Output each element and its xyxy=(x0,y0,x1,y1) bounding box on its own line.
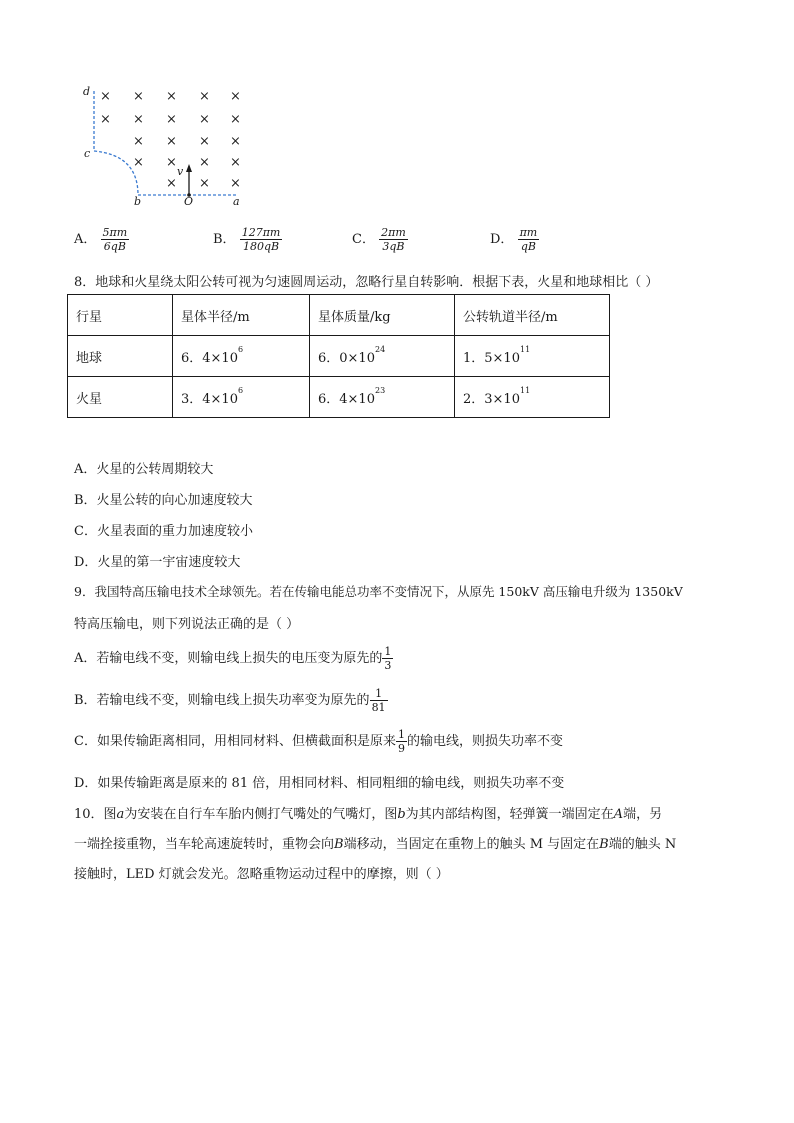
option-letter: A． xyxy=(74,232,97,247)
field-cross: × xyxy=(230,176,241,191)
text: 端，另 xyxy=(623,807,663,822)
field-cross: × xyxy=(133,112,144,127)
value: 6．4×10 xyxy=(318,391,375,407)
table-header-row xyxy=(68,295,610,336)
table-header-cell: 星体质量/kg xyxy=(310,295,455,336)
denominator: 3 xyxy=(384,659,392,672)
label-v: v xyxy=(177,165,184,178)
field-cross: × xyxy=(199,112,210,127)
text: a xyxy=(116,807,125,822)
label-c: c xyxy=(84,147,91,160)
text: 一端拴接重物，当车轮高速旋转时，重物会向 xyxy=(74,837,335,852)
q8-option-d[interactable]: D．火星的第一宇宙速度较大 xyxy=(74,555,241,570)
denominator: 6qB xyxy=(103,240,126,253)
option-letter: B． xyxy=(213,232,236,247)
q9-option-c[interactable] xyxy=(74,728,563,755)
exponent: 6 xyxy=(237,344,244,354)
fraction xyxy=(370,687,388,714)
field-cross: × xyxy=(199,89,210,104)
exponent: 6 xyxy=(237,385,244,395)
fraction xyxy=(382,645,393,672)
denominator: 3qB xyxy=(382,240,405,253)
field-cross: × xyxy=(230,89,241,104)
option-text: C．如果传输距离相同，用相同材料、但横截面积是原来 xyxy=(74,734,396,749)
text: 端的触头 N xyxy=(608,837,677,852)
option-text: A．若输电线不变，则输电线上损失的电压变为原先的 xyxy=(74,651,383,666)
table-cell xyxy=(173,336,310,377)
text: 10．图 xyxy=(74,807,117,822)
value: 6．0×10 xyxy=(318,350,375,366)
table-header-cell: 行星 xyxy=(68,295,173,336)
table-cell xyxy=(455,377,610,418)
exponent: 11 xyxy=(519,385,531,395)
table-row xyxy=(68,336,610,377)
field-cross: × xyxy=(166,155,177,170)
value: 1．5×10 xyxy=(463,350,520,366)
table-cell xyxy=(173,377,310,418)
field-cross: × xyxy=(133,155,144,170)
denominator: 9 xyxy=(397,742,405,755)
field-cross: × xyxy=(100,112,111,127)
table-cell xyxy=(455,336,610,377)
field-cross: × xyxy=(199,155,210,170)
q8-stem: 8．地球和火星绕太阳公转可视为匀速圆周运动，忽略行星自转影响．根据下表，火星和地球相比（ ） xyxy=(74,275,659,290)
field-cross: × xyxy=(199,134,210,149)
value: 6．4×10 xyxy=(181,350,238,366)
q7-option-b[interactable] xyxy=(213,226,282,253)
field-cross: × xyxy=(199,176,210,191)
table-cell: 地球 xyxy=(68,336,173,377)
q9-option-d[interactable]: D．如果传输距离是原来的 81 倍，用相同材料、相同粗细的输电线，则损失功率不变 xyxy=(74,776,565,791)
q8-option-b[interactable]: B．火星公转的向心加速度较大 xyxy=(74,493,253,508)
table-cell xyxy=(310,377,455,418)
label-d: d xyxy=(83,85,91,98)
numerator: 2πm xyxy=(381,226,406,239)
field-cross: × xyxy=(133,89,144,104)
numerator: 1 xyxy=(397,728,405,741)
q7-option-a[interactable] xyxy=(74,226,129,253)
field-cross: × xyxy=(133,134,144,149)
field-cross: × xyxy=(166,134,177,149)
option-letter: D． xyxy=(490,232,514,247)
q10-stem-line-3: 接触时，LED 灯就会发光。忽略重物运动过程中的摩擦，则（ ） xyxy=(74,867,449,882)
text: 端移动，当固定在重物上的触头 M 与固定在 xyxy=(343,837,600,852)
table-row xyxy=(68,377,610,418)
field-cross: × xyxy=(230,155,241,170)
numerator: 5πm xyxy=(102,226,128,239)
numerator: 1 xyxy=(384,645,392,658)
field-cross: × xyxy=(166,112,177,127)
value: 2．3×10 xyxy=(463,391,520,407)
text: B xyxy=(334,837,344,852)
option-text: B．若输电线不变，则输电线上损失功率变为原先的 xyxy=(74,693,370,708)
text: b xyxy=(397,807,406,822)
q9-stem-line-2: 特高压输电，则下列说法正确的是（ ） xyxy=(74,617,300,632)
fraction xyxy=(518,226,540,253)
table-header-cell: 星体半径/m xyxy=(173,295,310,336)
denominator: qB xyxy=(520,240,536,253)
field-cross: × xyxy=(100,89,111,104)
q10-stem-line-1 xyxy=(74,803,662,822)
q9-option-b[interactable] xyxy=(74,687,388,714)
q10-stem-line-2 xyxy=(74,833,676,852)
table-header-cell: 公转轨道半径/m xyxy=(455,295,610,336)
text: 为安装在自行车车胎内侧打气嘴处的气嘴灯，图 xyxy=(124,807,398,822)
q7-option-d[interactable] xyxy=(490,226,539,253)
field-cross: × xyxy=(230,134,241,149)
denominator: 180qB xyxy=(242,240,280,253)
text: 为其内部结构图，轻弹簧一端固定在 xyxy=(405,807,614,822)
q8-option-c[interactable]: C．火星表面的重力加速度较小 xyxy=(74,524,253,539)
fraction xyxy=(101,226,130,253)
q8-option-a[interactable]: A．火星的公转周期较大 xyxy=(74,462,214,477)
fraction xyxy=(379,226,408,253)
q9-option-a[interactable] xyxy=(74,645,393,672)
option-text: 的输电线，则损失功率不变 xyxy=(406,734,563,749)
value: 3．4×10 xyxy=(181,391,238,407)
fraction xyxy=(240,226,283,253)
field-cross: × xyxy=(166,89,177,104)
label-o: O xyxy=(184,195,194,208)
exponent: 11 xyxy=(519,344,531,354)
numerator: 1 xyxy=(370,687,388,701)
exponent: 23 xyxy=(374,385,386,395)
q7-option-c[interactable] xyxy=(352,226,408,253)
table-cell: 火星 xyxy=(68,377,173,418)
fraction xyxy=(396,728,407,755)
label-b: b xyxy=(134,195,142,208)
numerator: πm xyxy=(519,226,538,239)
table-cell xyxy=(310,336,455,377)
option-letter: C． xyxy=(352,232,375,247)
text: A xyxy=(613,807,624,822)
magnetic-field-figure xyxy=(80,85,250,210)
exponent: 24 xyxy=(374,344,386,354)
numerator: 127πm xyxy=(241,226,281,239)
field-cross: × xyxy=(166,176,177,191)
text: B xyxy=(599,837,609,852)
q9-stem-line-1: 9．我国特高压输电技术全球领先。若在传输电能总功率不变情况下，从原先 150kV 高压输电升级为 1350kV xyxy=(74,584,683,599)
planet-data-table xyxy=(67,294,610,418)
field-cross: × xyxy=(230,112,241,127)
denominator: 81 xyxy=(371,701,386,714)
label-a: a xyxy=(233,195,240,208)
